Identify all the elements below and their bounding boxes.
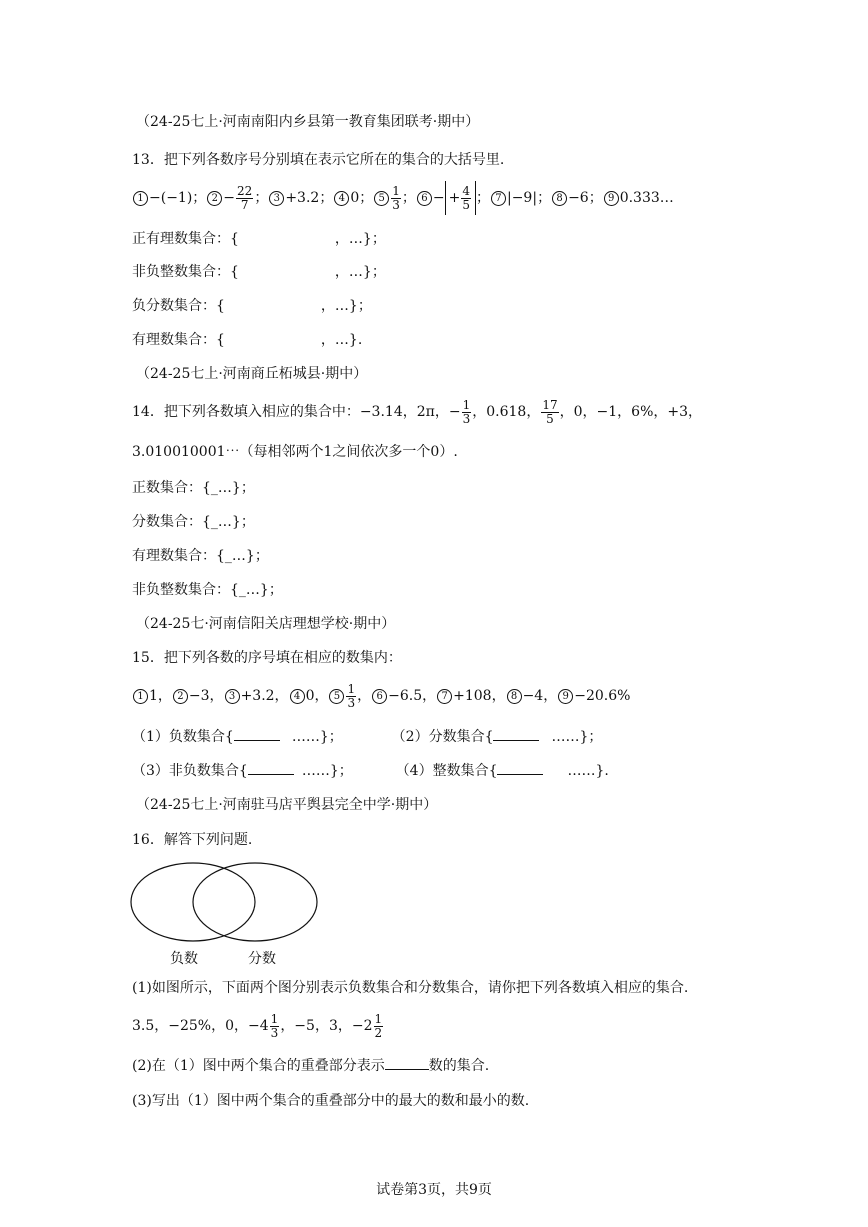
- item-marker: 4: [290, 689, 305, 704]
- q14-fraction-17-5: [541, 399, 558, 426]
- set-end: ，…}；: [320, 298, 372, 314]
- q15-sub2-end: ……}；: [551, 729, 603, 745]
- item-marker: 7: [491, 191, 506, 206]
- separator: ，: [582, 404, 597, 420]
- q16-prompt: 16．解答下列问题.: [132, 832, 253, 848]
- set-label: 正有理数集合：{: [132, 231, 239, 247]
- item-marker: 8: [507, 689, 522, 704]
- separator: ；: [192, 190, 207, 206]
- q16-nums-a: 3.5，−25%，0，−4: [132, 1018, 269, 1034]
- q16-nums-b: ，−5，3，−2: [280, 1018, 373, 1034]
- q15-item: +108，: [453, 688, 506, 704]
- item-marker: 3: [225, 689, 240, 704]
- item-marker: 3: [269, 191, 284, 206]
- item-marker: 6: [417, 191, 432, 206]
- item-marker: 1: [133, 689, 148, 704]
- q15-item: −6.5，: [388, 688, 437, 704]
- separator: ；: [588, 190, 603, 206]
- denominator: 3: [270, 1025, 279, 1040]
- q13-set-rational: [132, 330, 362, 350]
- denominator: 3: [462, 411, 471, 426]
- q16-part3: (3)写出（1）图中两个集合的重叠部分中的最大的数和最小的数.: [132, 1093, 530, 1109]
- q15-sub1-label: （1）负数集合{: [132, 729, 234, 745]
- denominator: 3: [347, 695, 356, 710]
- q13-item-9: 0.333…: [619, 190, 674, 206]
- q15-sub-row-2: [132, 761, 609, 781]
- venn-diagram: [128, 860, 324, 950]
- answer-blank[interactable]: [493, 740, 539, 741]
- separator: ；: [319, 190, 334, 206]
- q14-num: 6%: [631, 404, 654, 420]
- item-marker: 2: [173, 689, 188, 704]
- item-marker: 2: [207, 191, 222, 206]
- separator: ，: [434, 404, 449, 420]
- q16-part2-a: (2)在（1）图中两个集合的重叠部分表示: [132, 1058, 385, 1074]
- q16-fraction-1-2: [374, 1013, 384, 1040]
- separator: ；: [254, 190, 269, 206]
- set-end: ，…}；: [334, 231, 386, 247]
- answer-blank[interactable]: [234, 740, 280, 741]
- q16-fraction-1-3: [270, 1013, 280, 1040]
- inner-sign: +: [448, 190, 461, 206]
- q16-part1: (1)如图所示，下面两个图分别表示负数集合和分数集合，请你把下列各数填入相应的集合.: [132, 980, 689, 996]
- q14-num: 2π: [416, 404, 435, 420]
- q15-source: （24-25七·河南信阳关店理想学校·期中）: [136, 616, 396, 632]
- numerator: 4: [462, 183, 470, 198]
- q15-item: −3，: [188, 688, 224, 704]
- numerator: 1: [270, 1011, 279, 1026]
- q14-sign: −: [448, 404, 461, 420]
- item-marker: 7: [437, 689, 452, 704]
- q15-item: −20.6%: [574, 688, 631, 704]
- separator: ，: [526, 404, 541, 420]
- item-marker: 9: [604, 191, 619, 206]
- q13-item-6-sign: −: [432, 190, 445, 206]
- item-marker: 6: [372, 689, 387, 704]
- q15-item: 1，: [149, 688, 172, 704]
- q15-sub3-label: （3）非负数集合{: [132, 763, 248, 779]
- separator: ；: [401, 190, 416, 206]
- venn-label-fraction: 分数: [248, 951, 276, 967]
- item-marker: 8: [552, 191, 567, 206]
- q14-fraction-1-3: [462, 399, 472, 426]
- q15-sub1-end: ……}；: [291, 729, 343, 745]
- q13-item-6-abs: [445, 181, 476, 215]
- q14-set-nonnegative-integer: 非负整数集合：{_…}；: [132, 582, 283, 598]
- separator: ，: [653, 404, 668, 420]
- q13-source: （24-25七上·河南南阳内乡县第一教育集团联考·期中）: [136, 114, 480, 130]
- set-end: ，…}.: [320, 332, 363, 348]
- q16-part2-b: 数的集合.: [428, 1058, 490, 1074]
- q14-numbers: [132, 392, 702, 432]
- q13-prompt: 13．把下列各数序号分别填在表示它所在的集合的大括号里.: [132, 152, 505, 168]
- item-marker: 5: [374, 191, 389, 206]
- denominator: 5: [546, 411, 554, 426]
- q13-set-positive-rational: [132, 229, 386, 249]
- denominator: 7: [240, 197, 249, 212]
- item-marker: 5: [329, 689, 344, 704]
- separator: ，: [688, 404, 703, 420]
- q16-numbers: [132, 1006, 384, 1046]
- q13-set-negative-fraction: [132, 296, 372, 316]
- q15-sub4-label: （4）整数集合{: [395, 763, 498, 779]
- numerator: 1: [347, 681, 356, 696]
- numerator: 17: [542, 397, 558, 412]
- answer-blank[interactable]: [385, 1069, 429, 1070]
- q15-prompt: 15．把下列各数的序号填在相应的数集内：: [132, 650, 402, 666]
- separator: ，: [617, 404, 632, 420]
- q14-source: （24-25七上·河南商丘柘城县·期中）: [136, 366, 368, 382]
- q16-part2: [132, 1056, 489, 1076]
- q13-item-3: +3.2: [285, 190, 320, 206]
- q15-sub3-end: ……}；: [301, 763, 353, 779]
- numerator: 1: [462, 397, 471, 412]
- set-label: 负分数集合：{: [132, 298, 225, 314]
- q15-item: 0，: [305, 688, 329, 704]
- page-footer: 试卷第3页，共9页: [376, 1182, 492, 1198]
- q14-num: 0: [573, 404, 583, 420]
- q14-set-fraction: 分数集合：{_…}；: [132, 514, 255, 530]
- q13-item-7: |−9|: [506, 190, 538, 206]
- q14-set-rational: 有理数集合：{_…}；: [132, 548, 269, 564]
- q15-sub2-label: （2）分数集合{: [391, 729, 494, 745]
- separator: ，: [402, 404, 417, 420]
- item-marker: 9: [558, 689, 573, 704]
- set-label: 非负整数集合：{: [132, 264, 239, 280]
- q13-item-6-fraction: [461, 185, 471, 212]
- separator: ；: [537, 190, 552, 206]
- set-end: ，…}；: [334, 264, 386, 280]
- q15-sub-row-1: [132, 727, 602, 747]
- venn-label-negative: 负数: [170, 951, 198, 967]
- separator: ，: [472, 404, 487, 420]
- numerator: 1: [374, 1011, 383, 1026]
- separator: ，: [357, 688, 372, 704]
- q16-source: （24-25七上·河南驻马店平舆县完全中学·期中）: [136, 797, 438, 813]
- q14-line2: 3.010010001⋯（每相邻两个1之间依次多一个0）.: [132, 444, 458, 460]
- q14-num: −3.14: [359, 404, 403, 420]
- q14-num: 0.618: [486, 404, 527, 420]
- q15-item: −4，: [522, 688, 558, 704]
- q15-sub4-end: ……}.: [567, 763, 609, 779]
- q14-num: +3: [667, 404, 689, 420]
- q13-item-1: −(−1): [149, 190, 193, 206]
- q14-num: −1: [596, 404, 618, 420]
- q13-item-2-sign: −: [223, 190, 236, 206]
- separator: ，: [559, 404, 574, 420]
- denominator: 3: [392, 197, 400, 212]
- q15-fraction: [346, 683, 356, 710]
- numerator: 22: [237, 183, 253, 198]
- answer-blank[interactable]: [248, 774, 294, 775]
- item-marker: 4: [334, 191, 349, 206]
- q13-set-nonnegative-integer: [132, 262, 386, 282]
- separator: ；: [359, 190, 374, 206]
- q13-item-2-fraction: [236, 185, 253, 212]
- q13-numbers: [132, 178, 674, 218]
- answer-blank[interactable]: [497, 774, 543, 775]
- denominator: 2: [374, 1025, 383, 1040]
- q13-item-5-fraction: [391, 185, 401, 212]
- q14-prompt: 14．把下列各数填入相应的集合中：: [132, 404, 360, 420]
- set-label: 有理数集合：{: [132, 332, 225, 348]
- separator: ；: [475, 190, 490, 206]
- q14-set-positive: 正数集合：{_…}；: [132, 480, 255, 496]
- q15-numbers: [132, 676, 630, 716]
- q15-item: +3.2，: [240, 688, 289, 704]
- q13-item-8: −6: [568, 190, 589, 206]
- q13-item-4: 0: [350, 190, 360, 206]
- item-marker: 1: [133, 191, 148, 206]
- numerator: 1: [392, 183, 400, 198]
- denominator: 5: [462, 197, 470, 212]
